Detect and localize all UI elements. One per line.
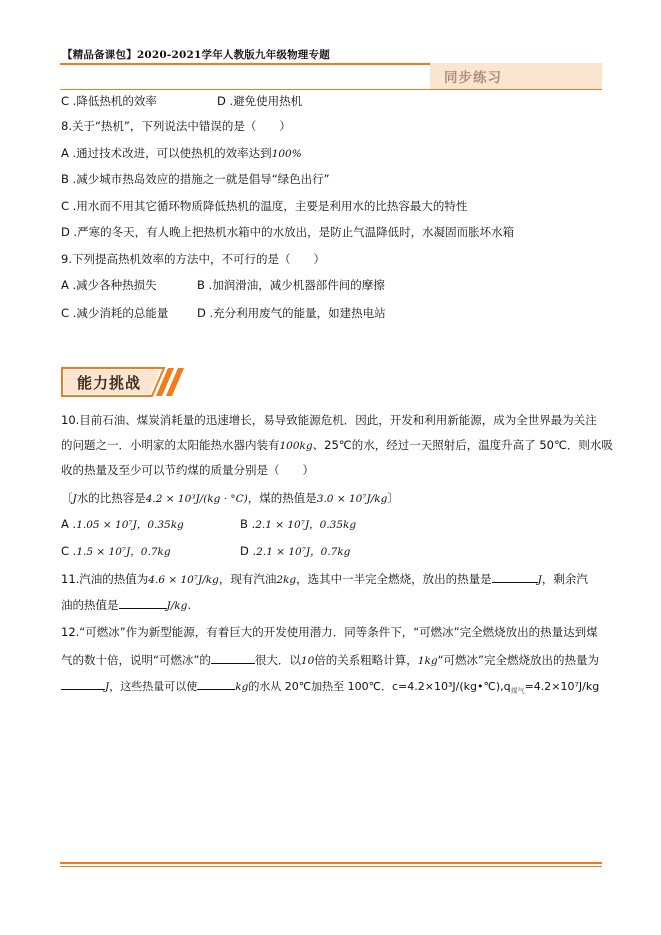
option-line (61, 93, 303, 109)
q8-option-a-value: 100% (271, 148, 302, 160)
q10-line-1: 10.目前石油、煤炭消耗量的迅速增长，易导致能源危机．因此，开发和利用新能源，成为全世界最为关注 (61, 413, 597, 427)
q11-mass: 2kg (276, 574, 297, 586)
q10-options-ab (61, 517, 357, 532)
q10-given-close: 〕 (387, 491, 399, 505)
q10-option-b: B .2.1 × 10⁷J，0.35kg (240, 517, 357, 531)
q12-blank-1[interactable] (211, 651, 255, 664)
question-8: 8.关于“热机”，下列说法中错误的是（ ） (61, 119, 291, 133)
q9-option-d: D .充分利用废气的能量，如建热电站 (197, 306, 386, 320)
q12-line-2-end: “可燃冰”完全燃烧放出的热量为 (437, 653, 599, 667)
q10-option-d: D .2.1 × 10⁷J，0.7kg (240, 544, 351, 558)
q11-rest-2: ，剩余汽 (541, 572, 588, 586)
option-c: C .降低热机的效率 (61, 94, 157, 108)
q8-option-d: D .严寒的冬天，有人晚上把热机水箱中的水放出，是防止气温降低时，水凝固而胀坏水箱 (61, 225, 515, 239)
q10-option-a: A .1.05 × 10⁷J，0.35kg (61, 517, 184, 531)
q11-heat-value: 4.6 × 10⁷J/kg (148, 574, 219, 586)
q10-line-3: 收的热量及至少可以节约煤的质量分别是（ ） (61, 463, 314, 477)
q12-line-2-rest: 倍的关系粗略计算， (314, 653, 418, 667)
q11-blank-2[interactable] (119, 596, 167, 609)
q10-line-2-pre: 的问题之一．小明家的太阳能热水器内装有 (61, 438, 280, 452)
q12-unit-kg: kg (235, 681, 249, 693)
q12-line-2 (61, 651, 599, 668)
q12-line-3-rest: 的水从 20℃加热至 100℃．c=4.2×10³J/(kg•℃),q (248, 680, 511, 693)
q9-option-a: A .减少各种热损失 (61, 278, 157, 292)
header-title: 【精品备课包】2020-2021学年人教版九年级物理专题 (62, 49, 330, 61)
q10-options-cd (61, 544, 351, 559)
q9-options-ab (61, 277, 385, 293)
q11-unit-2: J/kg (166, 600, 188, 612)
q12-ratio: 10 (300, 655, 315, 667)
q11-line-2-pre: 油的热值是 (61, 598, 119, 612)
question-9: 9.下列提高热机效率的方法中，不可行的是（ ） (61, 252, 325, 266)
q12-line-3-mid: ，这些热量可以使 (109, 680, 198, 693)
q11-line-2 (61, 596, 191, 613)
q10-line-2-mid: 、25℃的水，经过一天照射后，温度升高了 50℃．则水吸 (312, 438, 613, 452)
q11-mid: ，现有汽油 (218, 572, 277, 586)
q12-subscript: 煤气 (510, 687, 525, 696)
q12-mass: 1kg (417, 655, 438, 667)
section-banner (60, 366, 186, 398)
q10-option-c: C .1.5 × 10⁷J，0.7kg (61, 544, 171, 558)
q12-line-1: 12.“可燃冰”作为新型能源，有着巨大的开发使用潜力．同等条件下，“可燃冰”完全燃烧放出的热量达到煤 (61, 625, 598, 639)
q10-line-2 (61, 437, 613, 453)
q10-given-open: 〔 (61, 491, 73, 505)
q12-unit-j: J (105, 681, 110, 693)
q12-line-3 (61, 677, 599, 696)
q12-line-2-mid: 很大．以 (254, 653, 301, 667)
footer-rule-top (60, 862, 602, 864)
q9-option-c: C .减少消耗的总能量 (61, 306, 169, 320)
q10-heat-value: 3.0 × 10⁷J/kg (316, 493, 388, 505)
q11-pre: 11.汽油的热值为 (61, 572, 149, 586)
q11-blank-1[interactable] (492, 570, 538, 583)
q10-given-j: J (72, 493, 77, 505)
q11-line-2-end: . (187, 598, 191, 612)
q12-blank-3[interactable] (197, 677, 235, 690)
option-d: D .避免使用热机 (217, 94, 303, 108)
section-banner-title: 能力挑战 (77, 374, 142, 392)
q11-line-1 (61, 570, 588, 587)
q12-line-3-end: =4.2×10⁷J/kg (524, 680, 600, 693)
q8-option-c: C .用水而不用其它循环物质降低热机的温度，主要是利用水的比热容最大的特性 (61, 199, 468, 213)
q12-line-2-pre: 气的数十倍，说明“可燃冰”的 (61, 653, 211, 667)
q8-option-a (61, 145, 302, 161)
q9-option-b: B .加润滑油，减少机器部件间的摩擦 (197, 278, 385, 292)
q9-options-cd (61, 305, 386, 321)
q12-blank-2[interactable] (61, 677, 105, 690)
q10-given (61, 490, 399, 506)
q8-option-a-text: A .通过技术改进，可以使热机的效率达到 (61, 146, 272, 160)
q10-specific-heat: 4.2 × 10³J/(kg · °C) (145, 493, 248, 505)
q10-given-text1: 水的比热容是 (76, 491, 146, 505)
footer-rule-bottom (60, 866, 602, 867)
q10-mass: 100kg (279, 440, 313, 452)
section-tag: 同步练习 (444, 70, 502, 86)
q10-given-text2: ，煤的热值是 (247, 491, 317, 505)
q11-rest: ，选其中一半完全燃烧，放出的热量是 (296, 572, 492, 586)
header-rule-bottom (60, 89, 602, 90)
q8-option-b: B .减少城市热岛效应的措施之一就是倡导“绿色出行” (61, 172, 330, 186)
q11-unit-1: J (537, 574, 542, 586)
